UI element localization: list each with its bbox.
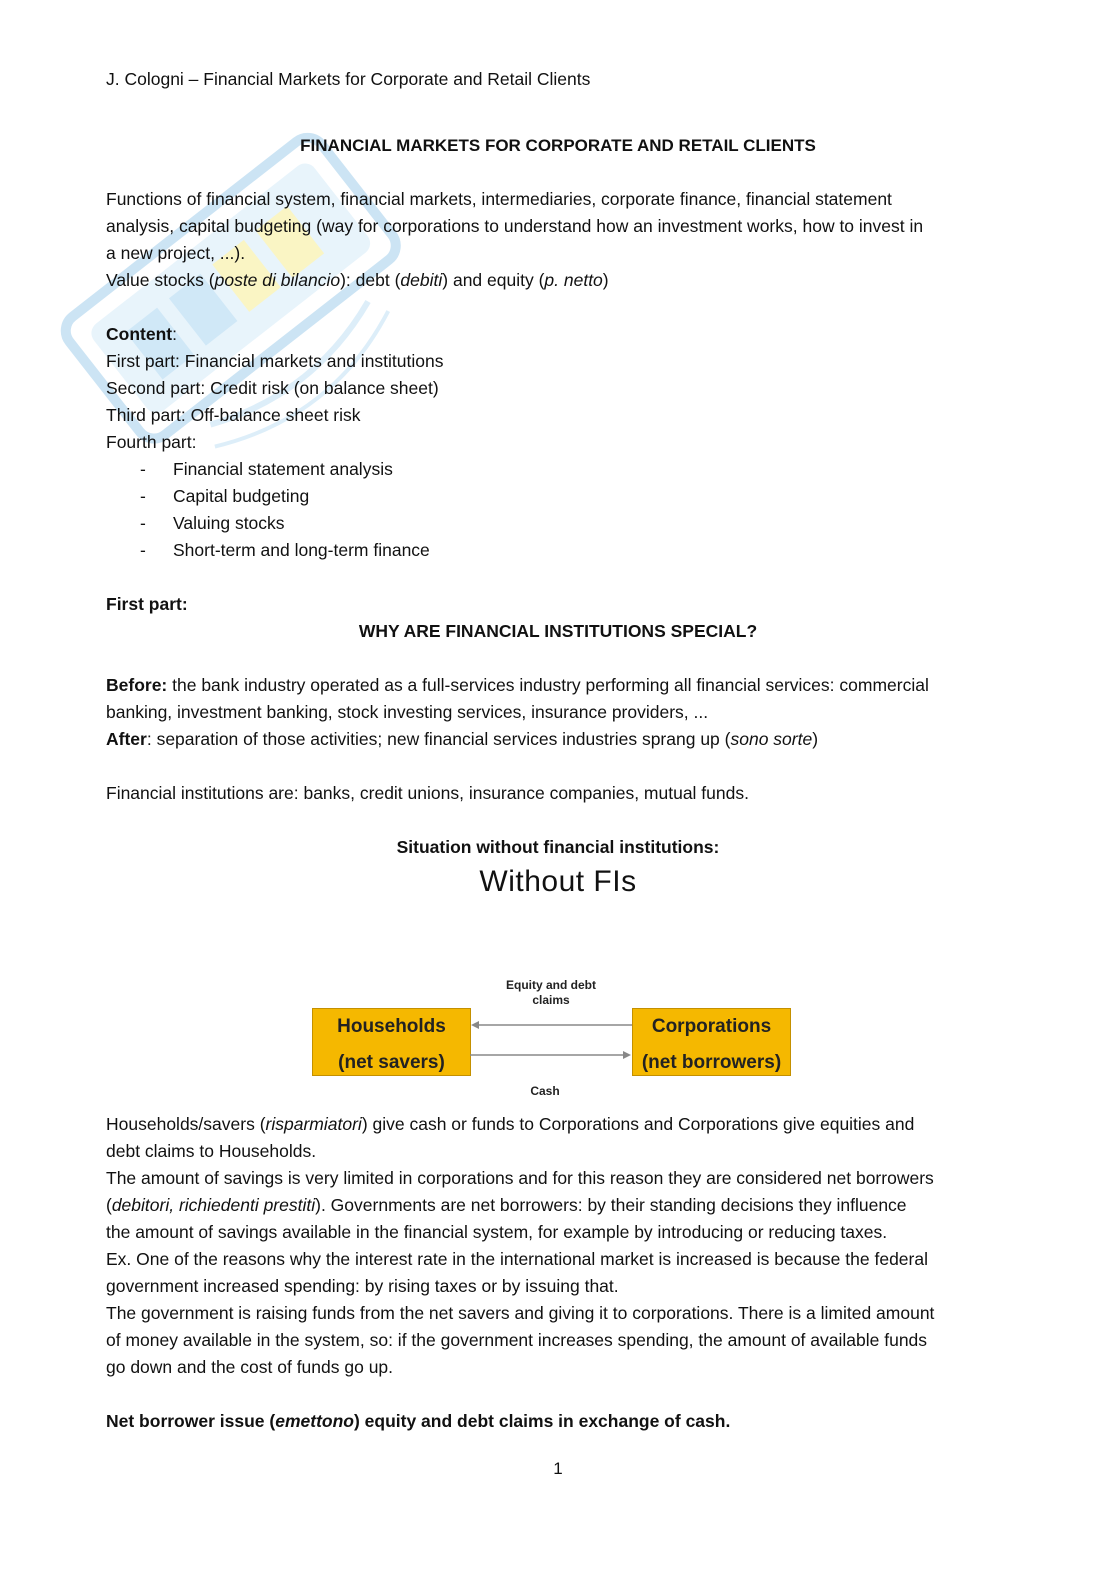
after-text: : separation of those activities; new financial services industries sprang up ( — [146, 729, 731, 749]
intro-line-2: analysis, capital budgeting (way for corporations to understand how an investment works, how to invest in — [106, 216, 924, 236]
households-box-line-2: (net savers) — [338, 1052, 445, 1073]
after-label: After — [106, 729, 147, 749]
after-line — [106, 726, 818, 753]
body-p2-rest: ). Governments are net borrowers: by their standing decisions they influence — [315, 1195, 907, 1215]
intro-line-3: a new project, ...). — [106, 243, 246, 263]
before-line-2: banking, investment banking, stock investing services, insurance providers, ... — [106, 702, 709, 722]
final-statement — [106, 1408, 730, 1435]
body-p2-line-3: the amount of savings available in the financial system, for example by introducing or reducing taxes. — [106, 1222, 888, 1242]
body-p2-italic: debitori, richiedenti prestiti — [111, 1195, 316, 1215]
situation-heading: Situation without financial institutions: — [396, 837, 720, 857]
final-a: Net borrower issue ( — [106, 1411, 276, 1431]
body-p3-line-1: Ex. One of the reasons why the interest rate in the international market is increased is because the federal — [106, 1249, 928, 1269]
body-p1-line-1 — [106, 1111, 914, 1138]
body-p4-line-1: The government is raising funds from the net savers and giving it to corporations. There is a limited amount — [106, 1303, 935, 1323]
body-p2-line-1: The amount of savings is very limited in corporations and for this reason they are considered net borrowers — [106, 1168, 934, 1188]
cash-arrowhead-icon — [623, 1051, 631, 1059]
bullet-dash: - — [140, 486, 146, 506]
equity-debt-label — [486, 978, 616, 1008]
flow-arrows — [469, 1015, 633, 1065]
before-line-1 — [106, 672, 929, 699]
body-p4-line-2: of money available in the system, so: if the government increases spending, the amount of available funds — [106, 1330, 928, 1350]
bullet-item: Valuing stocks — [173, 513, 285, 533]
corporations-box — [632, 1008, 791, 1076]
institutions-line: Financial institutions are: banks, credit unions, insurance companies, mutual funds. — [106, 783, 749, 803]
body-p1-b: ) give cash or funds to Corporations and Corporations give equities and — [361, 1114, 915, 1134]
content-heading-colon: : — [172, 324, 177, 344]
intro-line-1: Functions of financial system, financial markets, intermediaries, corporate finance, financial statement — [106, 189, 892, 209]
content-heading-label: Content — [106, 324, 173, 344]
bullet-dash: - — [140, 540, 146, 560]
bullet-item: Short-term and long-term finance — [173, 540, 430, 560]
section-heading: WHY ARE FINANCIAL INSTITUTIONS SPECIAL? — [358, 621, 758, 641]
value-mid-2: ) and equity ( — [442, 270, 545, 290]
value-it-3: p. netto — [544, 270, 603, 290]
body-p1-italic: risparmiatori — [265, 1114, 362, 1134]
final-b: ) equity and debt claims in exchange of cash. — [353, 1411, 731, 1431]
households-box-line-1: Households — [337, 1016, 446, 1037]
document-title: FINANCIAL MARKETS FOR CORPORATE AND RETAIL CLIENTS — [300, 136, 816, 155]
value-pre: Value stocks ( — [106, 270, 215, 290]
value-it-2: debiti — [400, 270, 443, 290]
body-p2-line-2 — [106, 1192, 907, 1219]
content-part-4: Fourth part: — [106, 432, 197, 452]
running-header: J. Cologni – Financial Markets for Corporate and Retail Clients — [106, 69, 591, 89]
corporations-box-line-1: Corporations — [651, 1016, 772, 1037]
after-close: ) — [812, 729, 819, 749]
body-p2-open: ( — [106, 1195, 112, 1215]
equity-debt-label-line-2: claims — [532, 993, 570, 1007]
content-part-1: First part: Financial markets and institutions — [106, 351, 444, 371]
bullet-item: Financial statement analysis — [173, 459, 393, 479]
corporations-box-line-2: (net borrowers) — [641, 1052, 782, 1073]
diagram-title: Without FIs — [479, 865, 637, 898]
before-label: Before: — [106, 675, 168, 695]
households-box — [312, 1008, 471, 1076]
bullet-dash: - — [140, 459, 146, 479]
body-p1-a: Households/savers ( — [106, 1114, 266, 1134]
body-p3-line-2: government increased spending: by rising taxes or by issuing that. — [106, 1276, 619, 1296]
after-italic: sono sorte — [730, 729, 813, 749]
content-part-2: Second part: Credit risk (on balance sheet) — [106, 378, 439, 398]
value-stocks-line — [106, 267, 609, 294]
value-it-1: poste di bilancio — [214, 270, 341, 290]
bullet-item: Capital budgeting — [173, 486, 310, 506]
content-part-3: Third part: Off-balance sheet risk — [106, 405, 361, 425]
cash-label: Cash — [530, 1084, 560, 1098]
final-italic: emettono — [275, 1411, 354, 1431]
body-p4-line-3: go down and the cost of funds go up. — [106, 1357, 394, 1377]
before-text: the bank industry operated as a full-services industry performing all financial services: commercial — [167, 675, 929, 695]
value-mid-1: ): debt ( — [340, 270, 401, 290]
bullet-dash: - — [140, 513, 146, 533]
body-p1-line-2: debt claims to Households. — [106, 1141, 317, 1161]
equity-debt-label-line-1: Equity and debt — [506, 978, 596, 992]
claims-arrowhead-icon — [471, 1021, 479, 1029]
content-heading — [106, 321, 177, 348]
first-part-label: First part: — [106, 594, 188, 614]
value-post: ) — [602, 270, 609, 290]
page-number: 1 — [553, 1459, 563, 1478]
